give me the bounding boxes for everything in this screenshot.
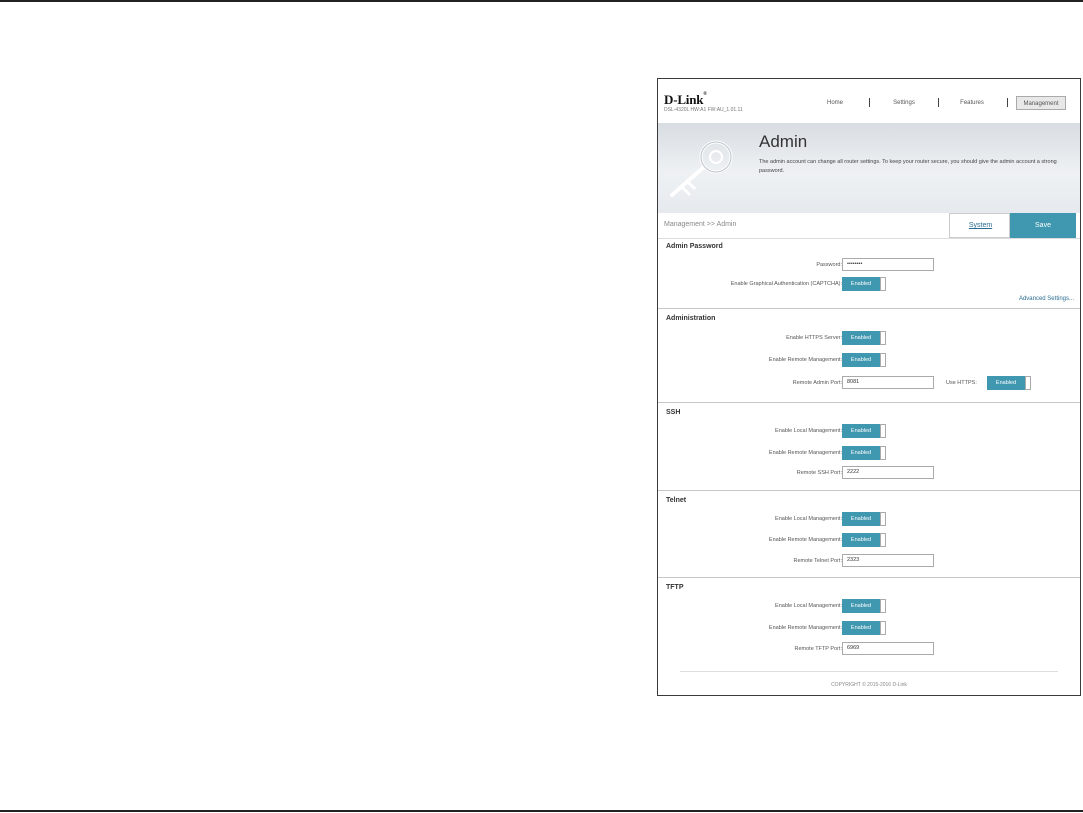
nav-separator [869,98,870,107]
toggle-state: Enabled [842,446,880,460]
page-bottom-rule [0,810,1083,812]
key-icon [666,137,748,207]
top-header [658,79,1080,123]
toggle-knob [880,621,886,635]
toggle-state: Enabled [842,621,880,635]
section-title-telnet: Telnet [666,497,687,504]
telnet-remote-label: Enable Remote Management: [768,537,842,543]
toggle-knob [880,512,886,526]
toggle-state: Enabled [842,533,880,547]
tftp-local-label: Enable Local Management: [775,603,842,609]
telnet-local-toggle[interactable] [842,512,887,526]
section-divider [658,577,1080,578]
ssh-port-label: Remote SSH Port: [796,470,842,476]
telnet-local-label: Enable Local Management: [775,516,842,522]
remote-management-label: Enable Remote Management: [768,357,842,363]
password-field[interactable]: •••••••• [842,258,934,271]
remote-admin-port-label: Remote Admin Port: [792,380,842,386]
copyright-text: COPYRIGHT © 2015-2016 D-Link [831,682,907,688]
page-title: Admin [759,132,808,151]
toggle-knob [1025,376,1031,390]
toggle-knob [880,533,886,547]
toggle-knob [880,331,886,345]
https-server-toggle[interactable] [842,331,887,345]
section-divider [658,490,1080,491]
page-banner [658,123,1080,213]
tftp-local-toggle[interactable] [842,599,887,613]
save-button[interactable]: Save [1010,213,1076,238]
page-description: The admin account can change all router settings. To keep your router secure, you should give the admin account a strong password. [759,159,1057,174]
dlink-logo: D-Link® [664,92,707,107]
nav-settings[interactable]: Settings [893,100,915,106]
toggle-state: Enabled [842,353,880,367]
toggle-knob [880,599,886,613]
section-title-administration: Administration [666,315,716,322]
remote-management-toggle[interactable] [842,353,887,367]
advanced-settings-link[interactable]: Advanced Settings... [1018,296,1074,302]
toggle-knob [880,424,886,438]
toggle-knob [880,277,886,291]
breadcrumb-bar [658,213,1080,239]
toggle-state: Enabled [842,599,880,613]
password-label: Password: [816,262,842,268]
system-link-box [949,213,1010,238]
telnet-port-label: Remote Telnet Port: [793,558,842,564]
use-https-toggle[interactable] [987,376,1032,390]
captcha-toggle[interactable] [842,277,887,291]
tftp-remote-label: Enable Remote Management: [768,625,842,631]
ssh-remote-label: Enable Remote Management: [768,450,842,456]
system-link[interactable]: System [968,222,993,229]
ssh-local-label: Enable Local Management: [775,428,842,434]
footer-divider [680,671,1058,672]
nav-separator [938,98,939,107]
section-divider [658,308,1080,309]
telnet-remote-toggle[interactable] [842,533,887,547]
toggle-knob [880,353,886,367]
remote-admin-port-field[interactable]: 8081 [842,376,934,389]
tftp-remote-toggle[interactable] [842,621,887,635]
https-server-label: Enable HTTPS Server: [786,335,842,341]
telnet-port-field[interactable]: 2323 [842,554,934,567]
section-title-admin-password: Admin Password [666,243,723,250]
ssh-remote-toggle[interactable] [842,446,887,460]
toggle-state: Enabled [987,376,1025,390]
nav-separator [1007,98,1008,107]
toggle-state: Enabled [842,277,880,291]
toggle-state: Enabled [842,424,880,438]
page-top-rule [0,0,1083,2]
tftp-port-label: Remote TFTP Port: [794,646,842,652]
toggle-knob [880,446,886,460]
ssh-local-toggle[interactable] [842,424,887,438]
captcha-label: Enable Graphical Authentication (CAPTCHA): [730,281,842,287]
breadcrumb: Management >> Admin [664,221,737,228]
section-divider [658,402,1080,403]
router-ui-screenshot [657,78,1081,696]
toggle-state: Enabled [842,512,880,526]
model-info: DSL-4320L HW:A1 FW:AU_1.01.11 [664,107,743,113]
tftp-port-field[interactable]: 6969 [842,642,934,655]
section-title-tftp: TFTP [666,584,684,591]
ssh-port-field[interactable]: 2222 [842,466,934,479]
toggle-state: Enabled [842,331,880,345]
use-https-label: Use HTTPS: [946,380,977,386]
nav-features[interactable]: Features [960,100,984,106]
nav-management[interactable]: Management [1016,96,1066,110]
nav-home[interactable]: Home [826,100,843,106]
section-title-ssh: SSH [666,409,681,416]
